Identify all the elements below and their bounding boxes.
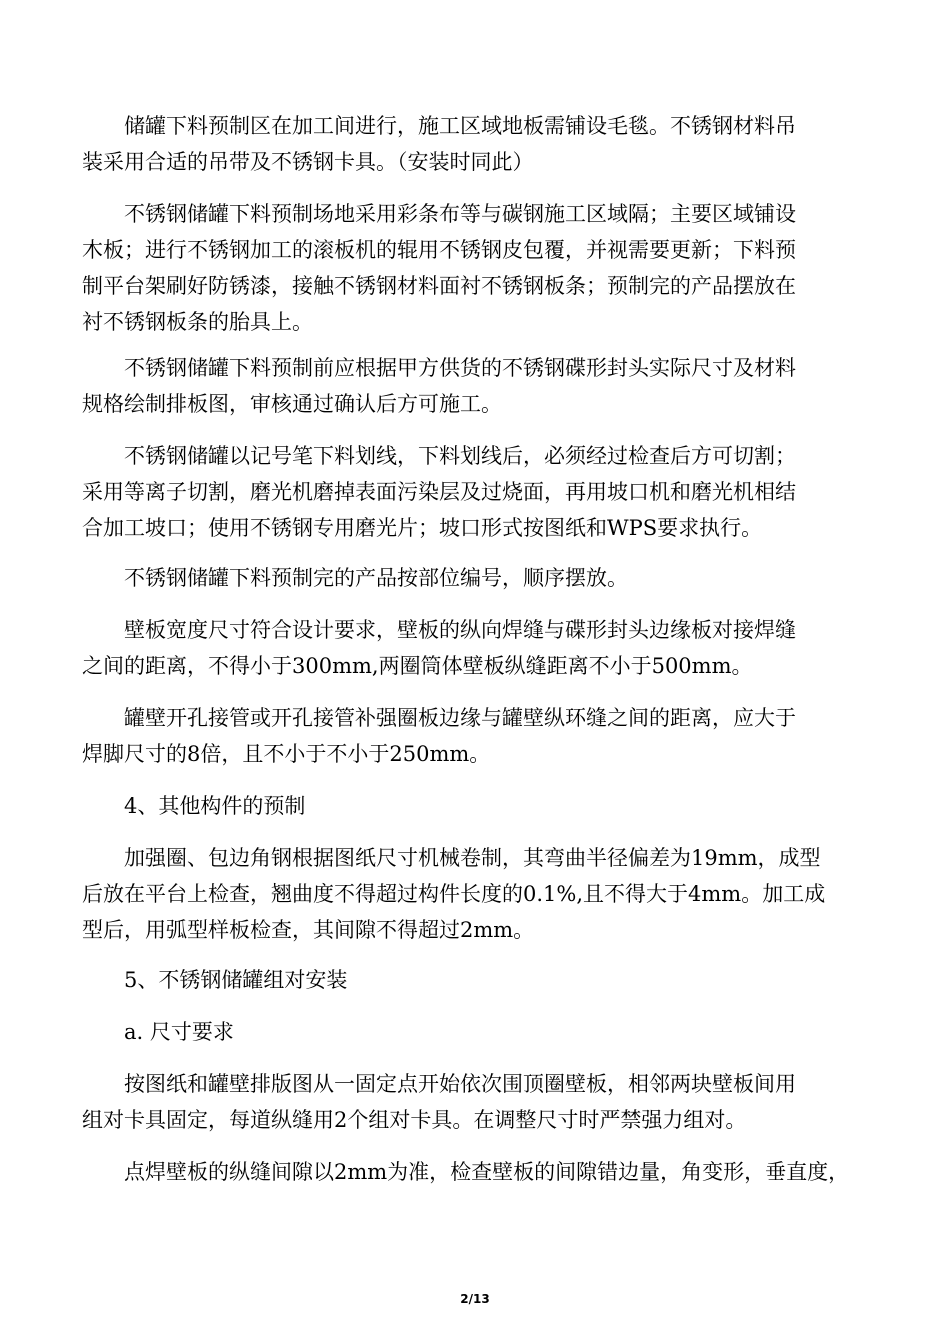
text-line: 5、不锈钢储罐组对安装 xyxy=(124,968,348,992)
text-line: 壁板宽度尺寸符合设计要求，壁板的纵向焊缝与碟形封头边缘板对接焊缝 xyxy=(124,618,796,642)
paragraph-10 xyxy=(82,1154,872,1190)
page-number: 2/13 xyxy=(460,1292,490,1306)
text-line: 组对卡具固定，每道纵缝用2个组对卡具。在调整尺寸时严禁强力组对。 xyxy=(82,1108,747,1132)
paragraph-8 xyxy=(82,840,872,948)
paragraph-6 xyxy=(82,612,872,684)
text-line: 之间的距离，不得小于300mm,两圈筒体壁板纵缝距离不小于500mm。 xyxy=(82,654,753,678)
text-line: 装采用合适的吊带及不锈钢卡具。（安装时同此） xyxy=(82,150,534,174)
text-line: 规格绘制排板图，审核通过确认后方可施工。 xyxy=(82,392,502,416)
text-line: 点焊壁板的纵缝间隙以2mm为准，检查壁板的间隙错边量，角变形，垂直度， xyxy=(124,1160,850,1184)
text-line: 不锈钢储罐下料预制场地采用彩条布等与碳钢施工区域隔；主要区域铺设 xyxy=(124,202,796,226)
text-line: a. 尺寸要求 xyxy=(124,1020,234,1044)
text-line: 不锈钢储罐下料预制完的产品按部位编号，顺序摆放。 xyxy=(124,566,628,590)
paragraph-4 xyxy=(82,438,872,546)
text-line: 按图纸和罐壁排版图从一固定点开始依次围顶圈壁板，相邻两块壁板间用 xyxy=(124,1072,796,1096)
paragraph-7 xyxy=(82,700,872,772)
text-line: 合加工坡口；使用不锈钢专用磨光片；坡口形式按图纸和WPS要求执行。 xyxy=(82,516,763,540)
text-line: 不锈钢储罐下料预制前应根据甲方供货的不锈钢碟形封头实际尺寸及材料 xyxy=(124,356,796,380)
text-line: 衬不锈钢板条的胎具上。 xyxy=(82,310,313,334)
text-line: 不锈钢储罐以记号笔下料划线，下料划线后，必须经过检查后方可切割； xyxy=(124,444,796,468)
text-line: 储罐下料预制区在加工间进行，施工区域地板需铺设毛毯。不锈钢材料吊 xyxy=(124,114,796,138)
text-line: 采用等离子切割，磨光机磨掉表面污染层及过烧面，再用坡口机和磨光机相结 xyxy=(82,480,796,504)
text-line: 罐壁开孔接管或开孔接管补强圈板边缘与罐壁纵环缝之间的距离，应大于 xyxy=(124,706,796,730)
text-line: 制平台架刷好防锈漆，接触不锈钢材料面衬不锈钢板条；预制完的产品摆放在 xyxy=(82,274,796,298)
paragraph-5 xyxy=(82,560,872,596)
section-heading-4 xyxy=(82,788,872,824)
text-line: 4、其他构件的预制 xyxy=(124,794,306,818)
section-heading-5 xyxy=(82,962,872,998)
paragraph-2 xyxy=(82,196,872,340)
subsection-heading-a xyxy=(82,1014,872,1050)
paragraph-3 xyxy=(82,350,872,422)
text-line: 后放在平台上检查，翘曲度不得超过构件长度的0.1%,且不得大于4mm。加工成 xyxy=(82,882,826,906)
text-line: 加强圈、包边角钢根据图纸尺寸机械卷制，其弯曲半径偏差为19mm，成型 xyxy=(124,846,821,870)
text-line: 木板；进行不锈钢加工的滚板机的辊用不锈钢皮包覆，并视需要更新；下料预 xyxy=(82,238,796,262)
text-line: 焊脚尺寸的8倍，且不小于不小于250mm。 xyxy=(82,742,491,766)
paragraph-9 xyxy=(82,1066,872,1138)
text-line: 型后，用弧型样板检查，其间隙不得超过2mm。 xyxy=(82,918,535,942)
paragraph-1 xyxy=(82,108,872,180)
